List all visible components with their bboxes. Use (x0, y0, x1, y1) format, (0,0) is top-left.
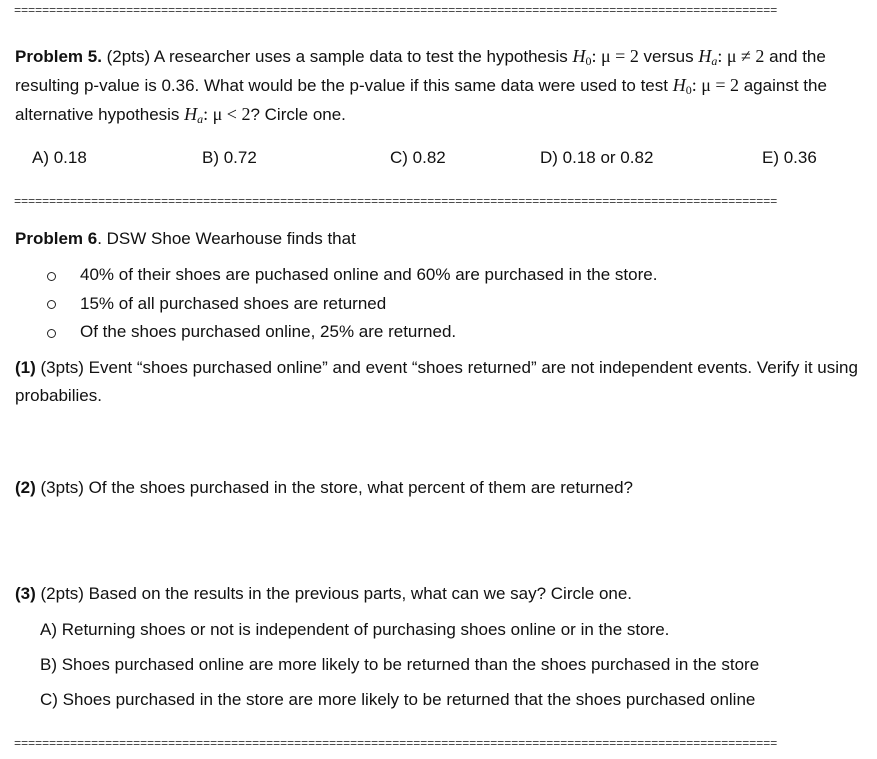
h0-relation: : μ = 2 (591, 46, 639, 66)
bullet-icon (47, 272, 56, 281)
problem-5-label: Problem 5. (15, 47, 102, 66)
bullet-icon (47, 300, 56, 309)
fact-text: 15% of all purchased shoes are returned (80, 293, 387, 313)
part-3-options (40, 616, 840, 721)
hab-relation: : μ < 2 (203, 104, 251, 124)
part-1-question (15, 354, 870, 410)
option-b[interactable]: B) Shoes purchased online are more likely to be returned than the shoes purchased in the store (40, 655, 760, 674)
separator-bottom: ============================================================================================================= (14, 738, 778, 750)
problem-5-text-a: (2pts) A researcher uses a sample data to test the hypothesis (101, 47, 573, 66)
part-3-number: (3) (15, 584, 36, 603)
problem-6-label: Problem 6 (15, 229, 98, 248)
choice-a[interactable]: A) 0.18 (32, 148, 87, 167)
choice-e[interactable]: E) 0.36 (762, 148, 817, 167)
part-2-question (15, 474, 870, 502)
part-1-number: (1) (15, 358, 36, 377)
separator-top: ============================================================================================================= (14, 5, 778, 17)
problem-6-intro-text: . DSW Shoe Wearhouse finds that (97, 229, 356, 248)
bullet-icon (47, 329, 56, 338)
part-3-text: (2pts) Based on the results in the previous parts, what can we say? Circle one. (35, 584, 633, 603)
hab-symbol: H (184, 104, 198, 124)
part-3-question (15, 580, 870, 608)
choice-b[interactable]: B) 0.72 (202, 148, 257, 167)
part-2-number: (2) (15, 478, 36, 497)
h0-hypothesis (573, 46, 639, 66)
problem-5-choices (32, 145, 832, 171)
choice-d[interactable]: D) 0.18 or 0.82 (540, 148, 654, 167)
ha-hypothesis-second (184, 104, 250, 124)
problem-5-statement (15, 42, 870, 129)
option-a[interactable]: A) Returning shoes or not is independent of purchasing shoes online or in the store. (40, 620, 670, 639)
option-c[interactable]: C) Shoes purchased in the store are more likely to be returned that the shoes purchased online (40, 690, 756, 709)
list-item (47, 261, 827, 290)
fact-text: 40% of their shoes are puchased online and 60% are purchased in the store. (80, 265, 658, 285)
h0-hypothesis-second (673, 75, 739, 95)
ha-subscript: a (711, 54, 718, 68)
versus-text: versus (638, 47, 699, 66)
problem-5-text-c: against the alternative hypothesis (15, 76, 827, 124)
problem-6-facts-list (47, 261, 827, 347)
ha-hypothesis (698, 46, 764, 66)
problem-5-text-d: ? Circle one. (250, 105, 346, 124)
list-item (47, 290, 827, 319)
ha-relation: : μ ≠ 2 (717, 46, 765, 66)
fact-text: Of the shoes purchased online, 25% are returned. (80, 322, 457, 342)
list-item (47, 318, 827, 347)
h0b-subscript: 0 (685, 83, 692, 97)
h0-subscript: 0 (585, 54, 592, 68)
problem-5-text-b: and the resulting p-value is 0.36. What would be the p-value if this same data were used to test (15, 47, 826, 95)
part-2-text: (3pts) Of the shoes purchased in the store, what percent of them are returned? (35, 478, 633, 497)
hab-subscript: a (197, 112, 204, 126)
h0b-symbol: H (672, 75, 686, 95)
choice-c[interactable]: C) 0.82 (390, 148, 446, 167)
part-1-text: (3pts) Event “shoes purchased online” and event “shoes returned” are not independent events. Verify it using probabilies. (15, 358, 858, 405)
problem-6-intro (15, 225, 870, 253)
h0-symbol: H (572, 46, 586, 66)
ha-symbol: H (698, 46, 712, 66)
separator-middle: ============================================================================================================= (14, 196, 778, 208)
h0b-relation: : μ = 2 (691, 75, 739, 95)
